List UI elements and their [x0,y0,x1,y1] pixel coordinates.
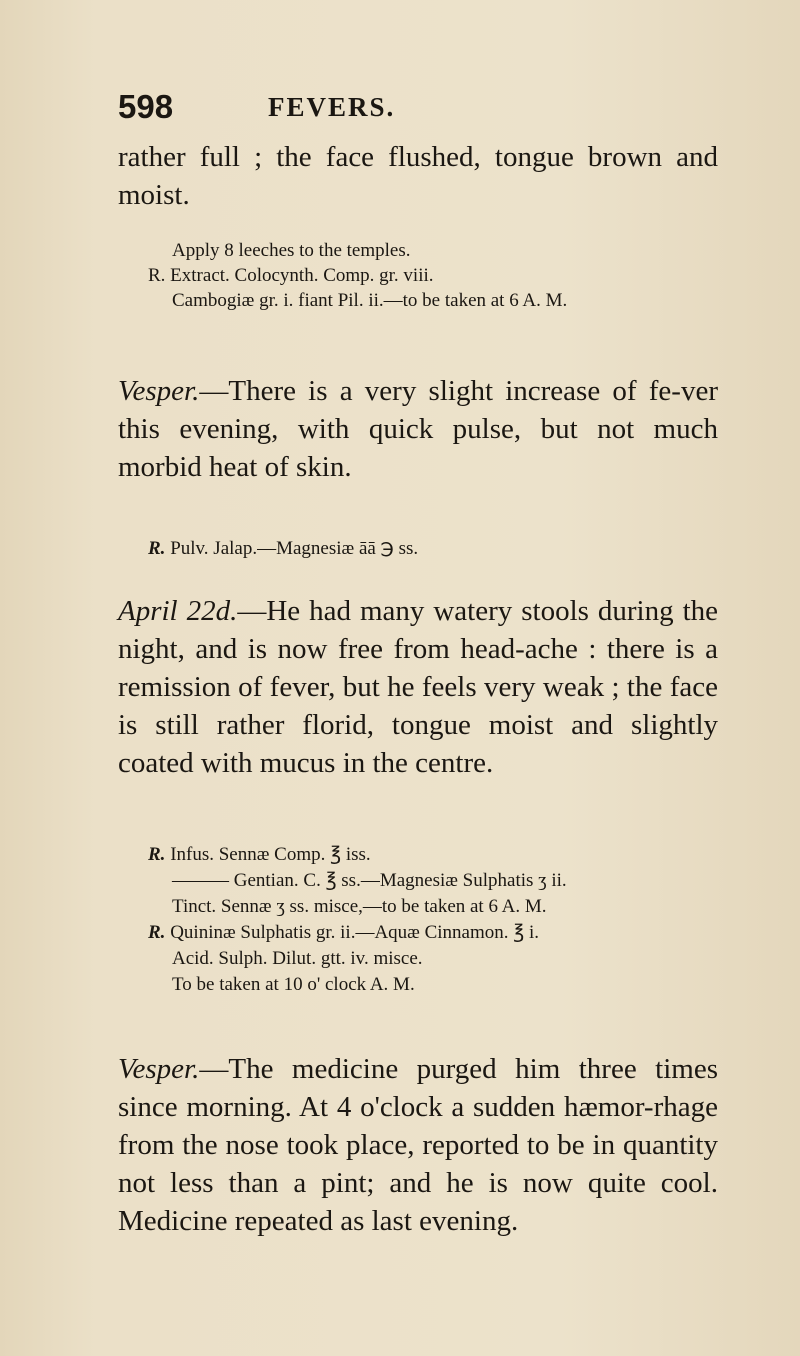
prescription-line: Pulv. Jalap.—Magnesiæ āā ℈ ss. [165,538,419,559]
paragraph-text: —He had many watery stools during the night, and is now free from head-ache : there is a remission of fever, but he feels very weak ; the face is still rather florid, tongue moist and slightly coated with mucus in the centre. [118,595,718,779]
paragraph-text: rather full ; the face flushed, tongue brown and moist. [118,141,718,211]
prescription-line: ——— Gentian. C. ℥ ss.—Magnesiæ Sulphatis ʒ ii. [172,870,567,891]
prescription-line: Tinct. Sennæ ʒ ss. misce,—to be taken at 6 A. M. [172,896,547,917]
prescription-line: To be taken at 10 o' clock A. M. [172,974,415,995]
recipe-mark: R. [148,922,166,943]
prescription-line: Apply 8 leeches to the temples. [172,240,411,261]
prescription-line: Acid. Sulph. Dilut. gtt. iv. misce. [172,948,423,969]
entry-heading: Vesper. [118,1053,200,1085]
page-header [118,88,718,128]
prescription-line: Cambogiæ gr. i. fiant Pil. ii.—to be taken at 6 A. M. [172,290,568,311]
prescription-3 [148,842,718,998]
prescription-2 [148,536,708,561]
page-number: 598 [118,88,174,125]
recipe-mark: R. [148,844,166,865]
running-head: FEVERS. [268,92,396,122]
paragraph-1 [118,138,718,214]
prescription-line: Infus. Sennæ Comp. ℥ iss. [165,844,371,865]
paragraph-text: —There is a very slight increase of fe-ver this evening, with quick pulse, but not much morbid heat of skin. [118,375,718,483]
prescription-line: Quininæ Sulphatis gr. ii.—Aquæ Cinnamon. ℥ i. [165,922,540,943]
paragraph-4 [118,1050,718,1240]
entry-heading: Vesper. [118,375,200,407]
recipe-mark: R. [148,538,166,559]
paragraph-text: —The medicine purged him three times since morning. At 4 o'clock a sudden hæmor-rhage from the nose took place, reported to be in quantity not less than a pint; and he is now quite cool. Medicine repeated as last evening. [118,1053,718,1237]
prescription-1 [148,238,732,313]
paragraph-2 [118,372,718,486]
entry-heading: April 22d. [118,595,238,627]
paragraph-3 [118,592,718,782]
prescription-line: R. Extract. Colocynth. Comp. gr. viii. [148,265,434,286]
